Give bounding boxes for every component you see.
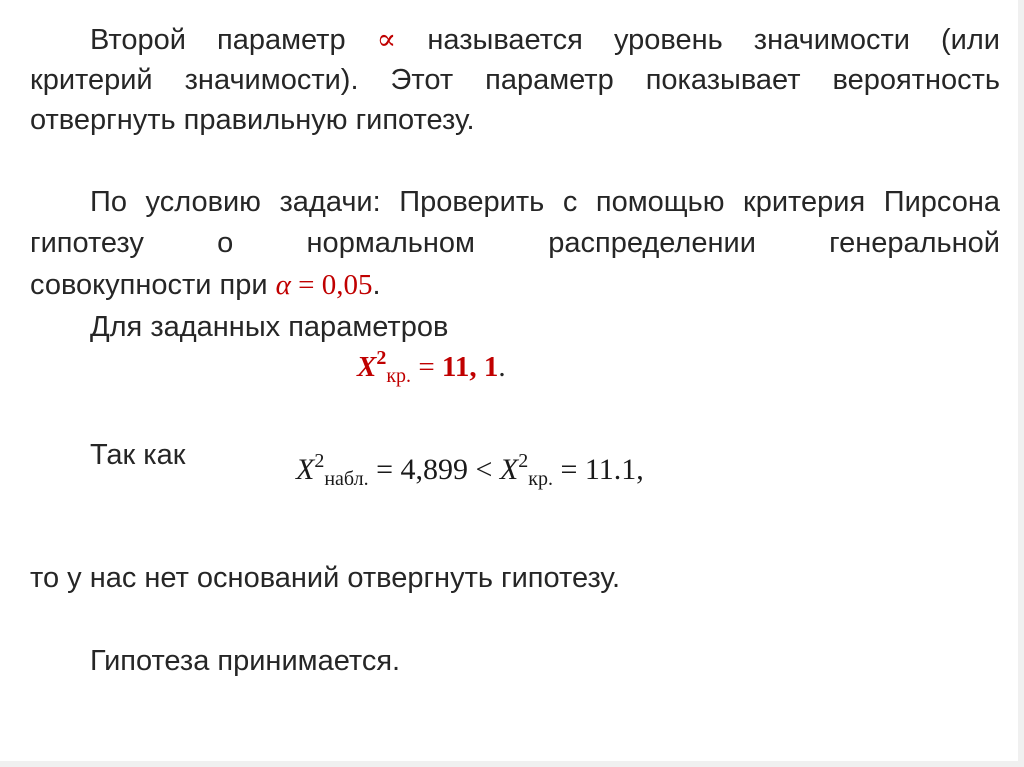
paragraph2-line3 [30,267,381,303]
hypothesis-accepted-text: Гипотеза принимается. [90,645,401,677]
conclusion-text: то у нас нет оснований отвергнуть гипотезу. [30,562,621,594]
alpha-symbol: α [275,269,291,301]
observed-value: = 4,899 < [368,453,500,486]
alpha-formula [276,269,373,301]
critical-intro: Для заданных параметров [90,311,449,343]
critical-subscript: кр. [386,365,412,387]
paragraph1-line1-before: Второй параметр [90,24,346,56]
paragraph2-line3-text: совокупности при [30,269,268,301]
paragraph1-line3: отвергнуть правильную гипотезу. [30,104,475,136]
observed-chi-power: 2 [314,450,325,472]
observed-chi-symbol: X [296,453,315,486]
comparison-intro: Так как [90,439,186,471]
comparison-formula [296,450,644,493]
critical-chi-symbol: X [357,351,377,383]
paragraph2-line1: По условию задачи: Проверить с помощью критерия Пирсона [90,186,1000,218]
comparison-critical-chi-power: 2 [518,450,529,472]
critical-value: 11, 1 [441,351,499,383]
paragraph2-line3-end: . [372,269,381,301]
paragraph1-line2: критерий значимости). Этот параметр показывает вероятность [30,64,1000,96]
critical-chi-power: 2 [376,347,387,369]
paragraph1-line1-after: называется уровень значимости (или [427,24,1000,56]
paragraph2-line2: гипотезу о нормальном распределении генеральной [30,227,1000,259]
paragraph1-line1 [90,22,1000,58]
comparison-critical-value: = 11.1, [552,453,644,486]
observed-subscript: набл. [324,468,369,490]
comparison-critical-chi-symbol: X [499,453,519,486]
alpha-value: = 0,05 [298,269,373,301]
critical-end: . [498,351,506,383]
proportional-symbol: ∝ [376,24,397,56]
critical-value-formula [357,347,506,390]
comparison-critical-subscript: кр. [528,468,553,490]
critical-equals: = [418,351,442,383]
